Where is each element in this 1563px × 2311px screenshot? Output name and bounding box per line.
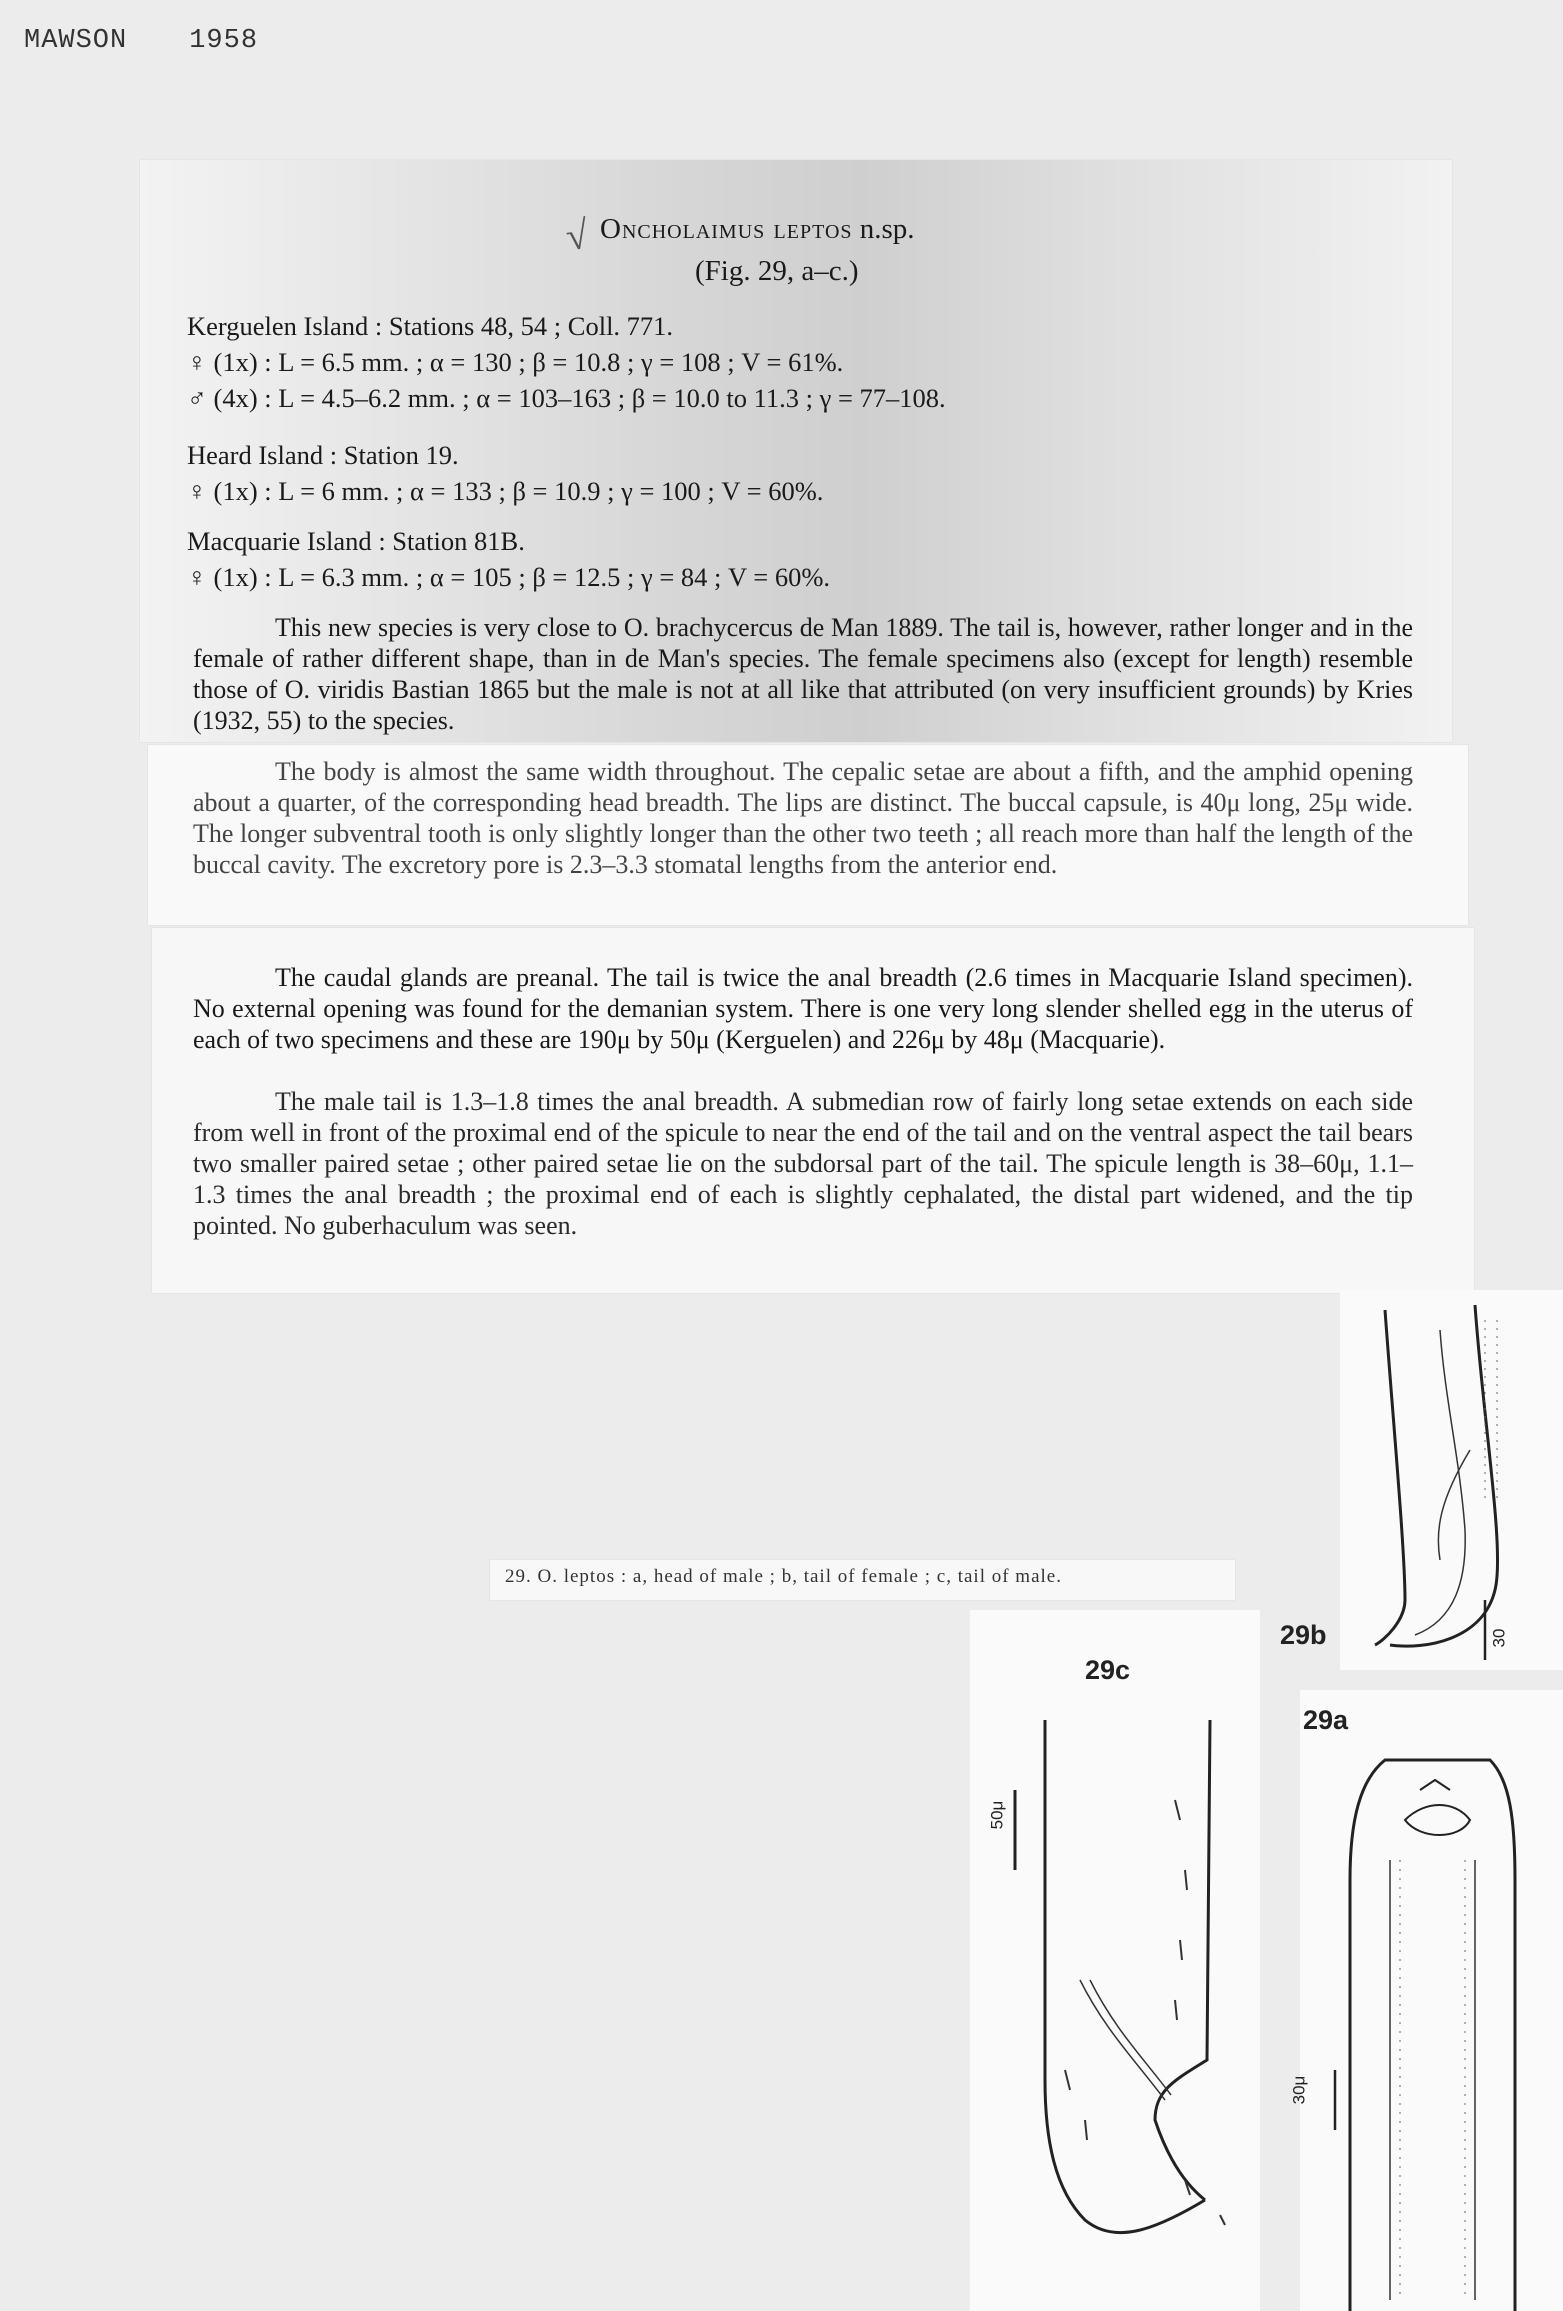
record-line: ♀ (1x) : L = 6.3 mm. ; α = 105 ; β = 12.5 ; γ = 84 ; V = 60%. [187, 562, 831, 592]
figure-29c-drawing [975, 1700, 1255, 2260]
figure-caption: 29. O. leptos : a, head of male ; b, tail of female ; c, tail of male. [505, 1566, 1062, 1587]
checkmark-icon: √ [562, 211, 591, 260]
record-kerguelen: Kerguelen Island : Stations 48, 54 ; Coll. 771. [187, 311, 674, 341]
page-header [24, 26, 320, 56]
figure-29c-label: 29c [1085, 1655, 1131, 1685]
figure-29a-label: 29a [1303, 1705, 1349, 1735]
figure-29c-scale: 50μ [987, 1800, 1007, 1830]
header-year: 1958 [189, 26, 259, 56]
record-line: ♀ (1x) : L = 6 mm. ; α = 133 ; β = 10.9 ; γ = 100 ; V = 60%. [187, 476, 824, 506]
record-heard: Heard Island : Station 19. [187, 440, 459, 470]
figure-29b-scale: 30 [1489, 1628, 1509, 1648]
figure-29a-scale: 30μ [1289, 2075, 1309, 2105]
figure-29b-drawing [1345, 1300, 1563, 1670]
figure-reference: (Fig. 29, a–c.) [695, 255, 859, 287]
figure-29b-label: 29b [1280, 1620, 1327, 1650]
header-author: MAWSON [24, 26, 128, 56]
paragraph-male-tail: The male tail is 1.3–1.8 times the anal breadth. A submedian row of fairly long setae extends on each side from well in front of the proximal end of the spicule to near the end of the tail and on the ventral aspect the tail bears two smaller paired setae ; other paired setae lie on the subdorsal part of the tail. The spicule length is 38–60μ, 1.1–1.3 times the anal breadth ; the proximal end of each is slightly cephalated, the distal part widened, and the tip pointed. No guberhaculum was seen. [193, 1087, 1413, 1240]
paragraph-affinities: This new species is very close to O. brachycercus de Man 1889. The tail is, however, rather longer and in the female of rather different shape, than in de Man's species. The female specimens also (except for length) resemble those of O. viridis Bastian 1865 but the male is not at all like that attributed (on very insufficient grounds) by Kries (1932, 55) to the species. [193, 613, 1413, 735]
record-macquarie: Macquarie Island : Station 81B. [187, 526, 525, 556]
paragraph-head: The body is almost the same width throughout. The cepalic setae are about a fifth, and the amphid opening about a quarter, of the corresponding head breadth. The lips are distinct. The buccal capsule, is 40μ long, 25μ wide. The longer subventral tooth is only slightly longer than the other two teeth ; all reach more than half the length of the buccal cavity. The excretory pore is 2.3–3.3 stomatal lengths from the anterior end. [193, 757, 1413, 879]
paragraph-female-tail: The caudal glands are preanal. The tail is twice the anal breadth (2.6 times in Macquarie Island specimen). No external opening was found for the demanian system. There is one very long slender shelled egg in the uterus of each of two specimens and these are 190μ by 50μ (Kerguelen) and 226μ by 48μ (Macquarie). [193, 963, 1413, 1054]
species-title: Oncholaimus leptos n.sp. [600, 213, 915, 245]
record-line: ♀ (1x) : L = 6.5 mm. ; α = 130 ; β = 10.8 ; γ = 108 ; V = 61%. [187, 347, 844, 377]
record-line: ♂ (4x) : L = 4.5–6.2 mm. ; α = 103–163 ; β = 10.0 to 11.3 ; γ = 77–108. [187, 383, 946, 413]
figure-29a-drawing [1310, 1740, 1560, 2311]
